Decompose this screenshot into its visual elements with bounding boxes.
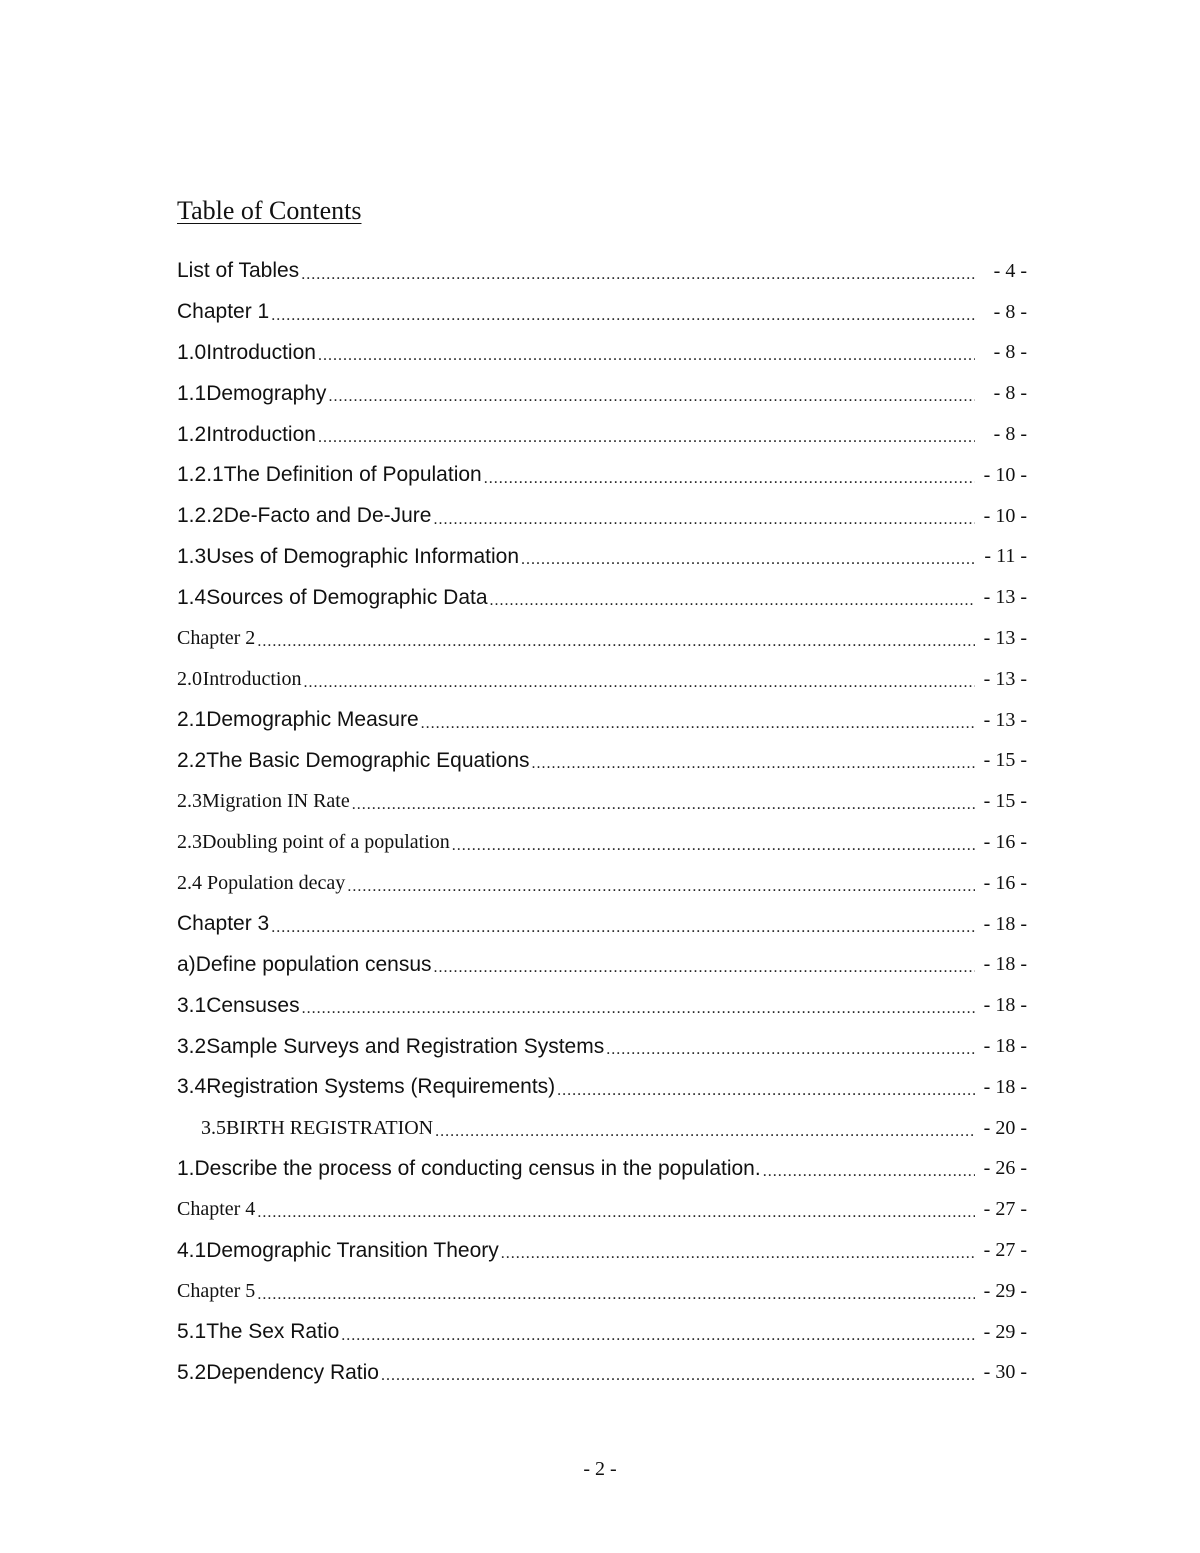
toc-entry-number: 1.0 <box>177 340 207 364</box>
toc-entry-number: 1.2 <box>177 422 207 446</box>
toc-entry[interactable] <box>177 985 1027 1026</box>
leader-dots <box>490 593 975 618</box>
toc-entry[interactable] <box>177 863 1027 904</box>
toc-entry-label: Introduction <box>206 340 316 364</box>
toc-entry-page: - 8 - <box>993 382 1027 405</box>
toc-entry-number: 1.1 <box>177 381 207 405</box>
leader-dots <box>532 756 975 781</box>
toc-entry[interactable] <box>177 1189 1027 1230</box>
toc-entry-page: - 16 - <box>983 871 1027 894</box>
toc-entry[interactable] <box>177 700 1027 741</box>
toc-entry[interactable] <box>177 292 1027 333</box>
toc-entry-number: 1.3 <box>177 544 207 568</box>
toc-entry-label: 2.4 Population decay <box>177 871 346 894</box>
toc-entry-number: 1.4 <box>177 585 207 609</box>
toc-entry[interactable] <box>177 1353 1027 1394</box>
toc-entry-label: Sample Surveys and Registration Systems <box>206 1034 605 1058</box>
toc-entry[interactable] <box>177 251 1027 292</box>
toc-entry-page: - 13 - <box>983 667 1027 690</box>
toc-entry[interactable] <box>177 455 1027 496</box>
leader-dots <box>302 1001 975 1026</box>
toc-entry-label: The Definition of Population <box>223 463 482 487</box>
toc-list <box>177 251 1027 1393</box>
leader-dots <box>347 879 975 904</box>
toc-entry[interactable] <box>177 822 1027 863</box>
toc-entry[interactable] <box>177 537 1027 578</box>
toc-entry-page: - 13 - <box>983 586 1027 609</box>
leader-dots <box>434 960 975 985</box>
toc-entry-label: Introduction <box>206 422 316 446</box>
toc-entry-label: The Sex Ratio <box>206 1320 340 1344</box>
leader-dots <box>352 797 975 822</box>
toc-entry-number: 4.1 <box>177 1238 207 1262</box>
toc-entry-number: 1.2.2 <box>177 504 224 528</box>
leader-dots <box>763 1164 975 1189</box>
toc-entry-label: Sources of Demographic Data <box>206 585 488 609</box>
page-number-footer: - 2 - <box>583 1458 617 1480</box>
toc-entry-number: 3.5 <box>201 1116 226 1139</box>
toc-entry[interactable] <box>177 945 1027 986</box>
leader-dots <box>521 552 975 577</box>
toc-entry-page: - 26 - <box>983 1157 1027 1180</box>
toc-entry-label: Define population census <box>195 952 432 976</box>
toc-entry[interactable] <box>177 333 1027 374</box>
toc-entry-label: BIRTH REGISTRATION <box>226 1116 434 1139</box>
toc-entry[interactable] <box>177 781 1027 822</box>
toc-entry[interactable] <box>177 618 1027 659</box>
toc-entry-number: 2.3 <box>177 831 202 854</box>
toc-entry-number: 2.2 <box>177 748 207 772</box>
leader-dots <box>557 1083 975 1108</box>
toc-entry-page: - 27 - <box>983 1198 1027 1221</box>
toc-entry-label: Demography <box>206 381 327 405</box>
leader-dots <box>318 430 975 455</box>
toc-entry[interactable] <box>177 1067 1027 1108</box>
toc-entry-label: Migration IN Rate <box>202 790 350 813</box>
toc-entry-page: - 8 - <box>993 341 1027 364</box>
toc-entry-label: Chapter 2 <box>177 627 256 650</box>
leader-dots <box>303 675 975 700</box>
toc-entry-label: Demographic Transition Theory <box>206 1238 499 1262</box>
toc-entry-page: - 13 - <box>983 627 1027 650</box>
toc-entry-page: - 10 - <box>983 504 1027 527</box>
toc-entry-number: 5.2 <box>177 1360 207 1384</box>
toc-entry-label: The Basic Demographic Equations <box>206 748 530 772</box>
toc-entry-label: List of Tables <box>177 259 300 283</box>
toc-entry-number: 1.2.1 <box>177 463 224 487</box>
toc-entry-number: 2.0 <box>177 667 202 690</box>
leader-dots <box>606 1042 975 1067</box>
toc-entry[interactable] <box>177 1271 1027 1312</box>
toc-entry-page: - 29 - <box>983 1279 1027 1302</box>
toc-entry-page: - 11 - <box>984 545 1027 568</box>
toc-entry-number: 3.2 <box>177 1034 207 1058</box>
toc-entry-number: 5.1 <box>177 1320 207 1344</box>
toc-entry-page: - 13 - <box>983 708 1027 731</box>
toc-entry-number: 3.4 <box>177 1075 207 1099</box>
leader-dots <box>433 512 975 537</box>
toc-entry[interactable] <box>177 373 1027 414</box>
toc-entry-page: - 18 - <box>983 1035 1027 1058</box>
toc-entry-label: Chapter 3 <box>177 912 270 936</box>
leader-dots <box>328 389 975 414</box>
toc-entry-label: De-Facto and De-Jure <box>223 504 432 528</box>
toc-title: Table of Contents <box>177 196 362 225</box>
toc-entry-page: - 30 - <box>983 1361 1027 1384</box>
toc-entry-label: Chapter 4 <box>177 1198 256 1221</box>
leader-dots <box>271 920 975 945</box>
toc-entry-label: Dependency Ratio <box>206 1360 379 1384</box>
toc-entry[interactable] <box>177 1230 1027 1271</box>
leader-dots <box>421 716 975 741</box>
leader-dots <box>257 634 975 659</box>
toc-entry-number: 3.1 <box>177 993 207 1017</box>
toc-entry-page: - 18 - <box>983 994 1027 1017</box>
toc-entry-page: - 8 - <box>993 300 1027 323</box>
toc-entry-label: Censuses <box>206 993 300 1017</box>
toc-entry-label: Introduction <box>202 667 302 690</box>
toc-entry-number: a) <box>177 952 196 976</box>
leader-dots <box>271 308 975 333</box>
toc-entry-label: Doubling point of a population <box>202 831 450 854</box>
toc-entry-page: - 16 - <box>983 831 1027 854</box>
leader-dots <box>452 838 975 863</box>
leader-dots <box>318 348 975 373</box>
toc-entry[interactable] <box>177 659 1027 700</box>
toc-entry-page: - 10 - <box>983 463 1027 486</box>
toc-entry-page: - 27 - <box>983 1239 1027 1262</box>
toc-entry-label: Chapter 1 <box>177 300 270 324</box>
leader-dots <box>381 1368 975 1393</box>
leader-dots <box>257 1205 975 1230</box>
toc-entry[interactable] <box>177 1312 1027 1353</box>
leader-dots <box>301 267 975 292</box>
leader-dots <box>484 471 975 496</box>
toc-entry-page: - 4 - <box>993 259 1027 282</box>
leader-dots <box>341 1328 975 1353</box>
toc-entry-page: - 15 - <box>983 790 1027 813</box>
toc-entry-page: - 8 - <box>993 423 1027 446</box>
toc-entry-page: - 18 - <box>983 953 1027 976</box>
toc-entry-number: 2.3 <box>177 790 202 813</box>
toc-entry[interactable] <box>177 904 1027 945</box>
leader-dots <box>501 1246 975 1271</box>
toc-entry-label: Describe the process of conducting census in the population. <box>194 1156 761 1180</box>
toc-entry[interactable] <box>177 1149 1027 1190</box>
toc-entry[interactable] <box>177 496 1027 537</box>
toc-entry-label: Uses of Demographic Information <box>206 544 520 568</box>
leader-dots <box>435 1124 975 1149</box>
toc-entry[interactable] <box>177 1026 1027 1067</box>
toc-entry[interactable] <box>177 741 1027 782</box>
toc-entry[interactable] <box>177 577 1027 618</box>
toc-entry-page: - 29 - <box>983 1320 1027 1343</box>
toc-entry-page: - 15 - <box>983 749 1027 772</box>
toc-entry-label: Chapter 5 <box>177 1279 256 1302</box>
toc-entry[interactable] <box>177 414 1027 455</box>
toc-entry[interactable] <box>177 1108 1027 1149</box>
toc-entry-page: - 20 - <box>983 1116 1027 1139</box>
leader-dots <box>257 1287 975 1312</box>
toc-entry-label: Demographic Measure <box>206 708 419 732</box>
toc-entry-page: - 18 - <box>983 1075 1027 1098</box>
toc-entry-number: 1. <box>177 1156 195 1180</box>
toc-entry-page: - 18 - <box>983 912 1027 935</box>
toc-entry-number: 2.1 <box>177 708 207 732</box>
toc-entry-label: Registration Systems (Requirements) <box>206 1075 556 1099</box>
